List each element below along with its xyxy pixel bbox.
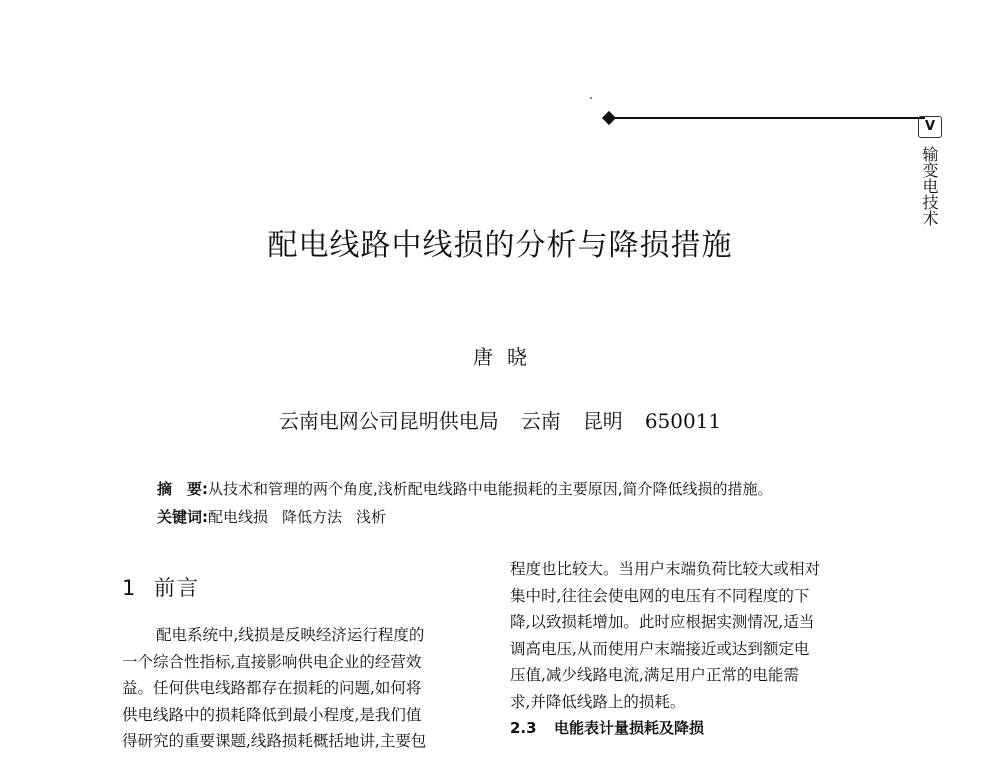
keywords xyxy=(157,506,386,527)
subsection-number: 2.3 xyxy=(510,719,537,737)
abstract-text: 从技术和管理的两个角度,浅析配电线路中电能损耗的主要原因,简介降低线损的措施。 xyxy=(208,480,773,498)
keyword: 浅析 xyxy=(356,508,387,526)
text-line: 集中时,往往会使电网的电压有不同程度的下 xyxy=(510,586,810,605)
section-label: 输变电技术 xyxy=(920,146,939,226)
text-line: 求,并降低线路上的损耗。 xyxy=(510,692,686,711)
text-line: 一个综合性指标,直接影响供电企业的经营效 xyxy=(122,652,422,671)
section-title: 前言 xyxy=(154,576,200,600)
text-line: 供电线路中的损耗降低到最小程度,是我们值 xyxy=(122,705,422,724)
column-left xyxy=(122,572,482,755)
affiliation xyxy=(0,405,1000,434)
subsection-heading xyxy=(510,715,870,741)
affiliation-province: 云南 xyxy=(520,409,561,433)
body-paragraph xyxy=(122,622,482,755)
abstract xyxy=(157,478,773,499)
section-number: 1 xyxy=(122,576,138,600)
subsection-title: 电能表计量损耗及降损 xyxy=(554,719,705,737)
section-heading xyxy=(122,572,482,602)
text-line: 调高电压,从而使用户末端接近或达到额定电 xyxy=(510,639,810,658)
text-line: 压值,减少线路电流,满足用户正常的电能需 xyxy=(510,666,799,684)
scan-dot xyxy=(590,97,592,99)
text-line: 配电系统中,线损是反映经济运行程度的 xyxy=(156,626,425,644)
journal-badge: V xyxy=(918,116,942,138)
text-line: 益。任何供电线路都存在损耗的问题,如何将 xyxy=(122,679,422,697)
affiliation-org: 云南电网公司昆明供电局 xyxy=(278,409,499,433)
keyword: 配电线损 xyxy=(208,508,269,526)
text-line: 降,以致损耗增加。此时应根据实测情况,适当 xyxy=(510,613,815,631)
keyword: 降低方法 xyxy=(282,508,343,526)
affiliation-postcode: 650011 xyxy=(644,409,722,433)
author-name: 唐晓 xyxy=(473,345,541,369)
text-line: 得研究的重要课题,线路损耗概括地讲,主要包 xyxy=(122,732,427,750)
body-paragraph xyxy=(510,556,870,715)
paper-title: 配电线路中线损的分析与降损措施 xyxy=(267,228,733,263)
keywords-label: 关键词: xyxy=(157,508,208,526)
text-line: 程度也比较大。当用户末端负荷比较大或相对 xyxy=(510,560,821,578)
header-rule xyxy=(612,117,925,119)
abstract-label: 摘 要: xyxy=(157,480,208,498)
affiliation-city: 昆明 xyxy=(582,409,623,433)
column-right xyxy=(510,556,870,741)
